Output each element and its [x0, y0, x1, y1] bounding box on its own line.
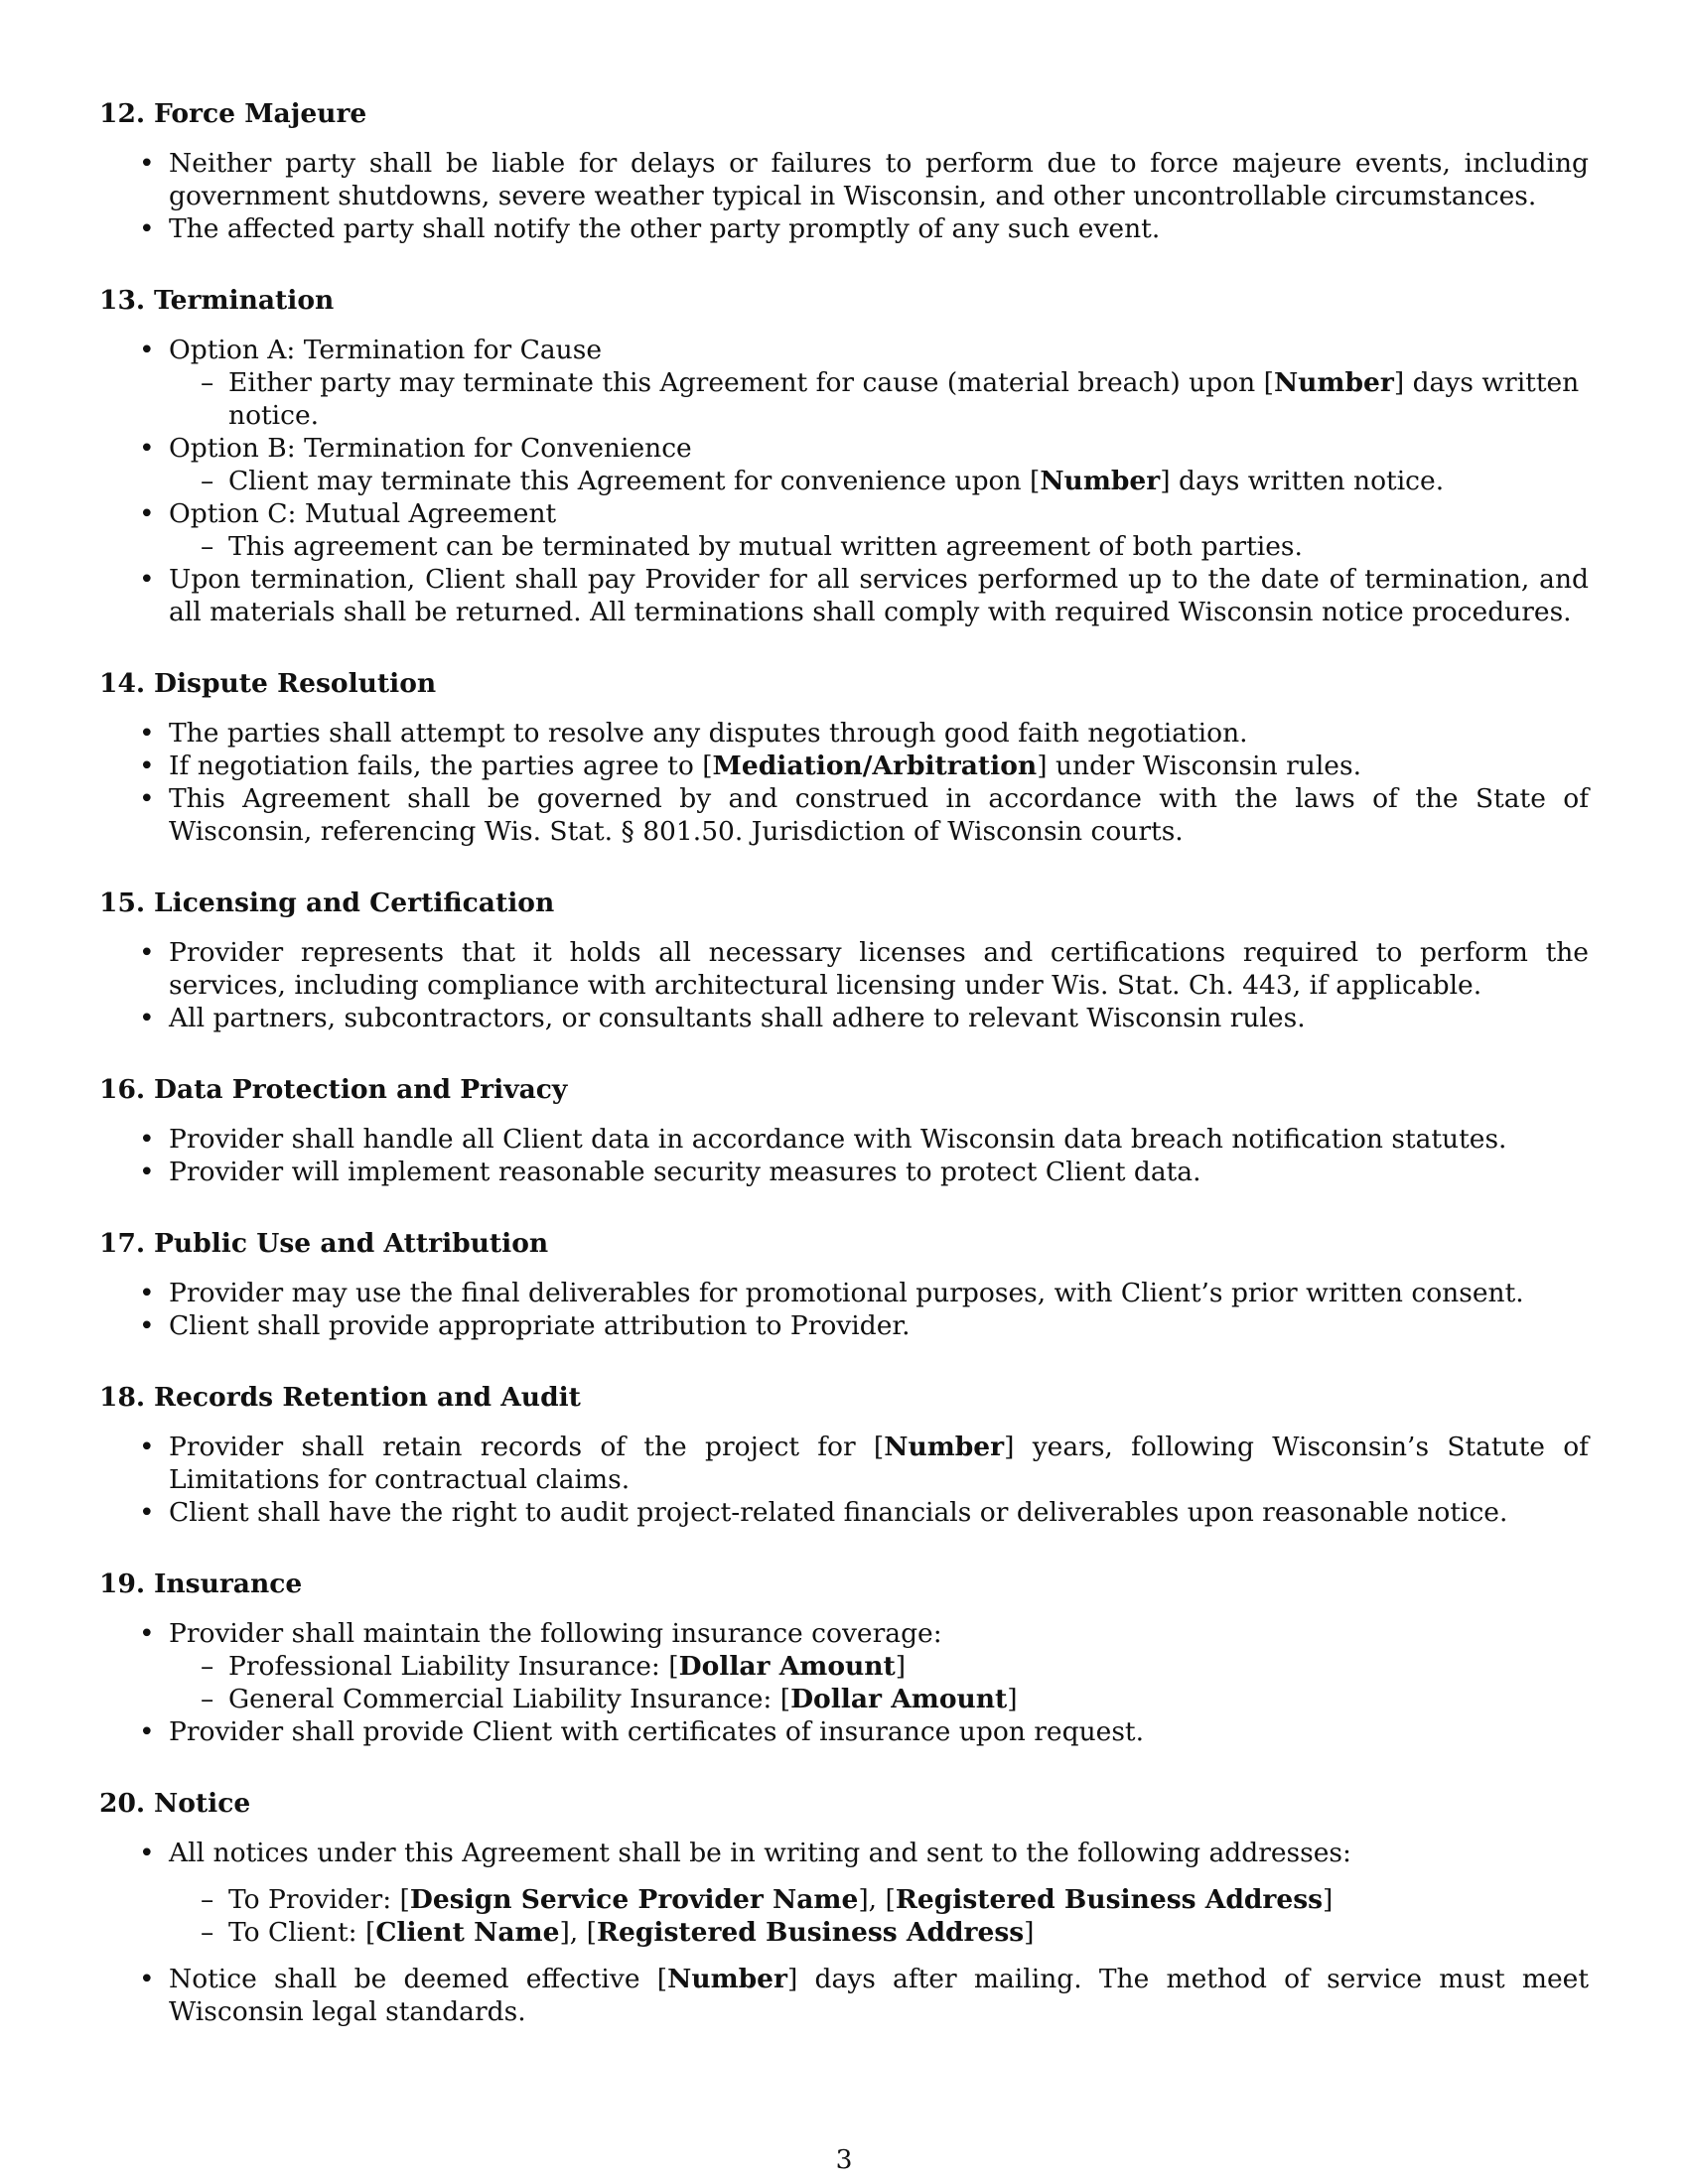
text-run: Provider represents that it holds all necessary licenses and certifications required to perform the services, including compliance with architectural licensing under Wis. Stat. Ch. 443, if applicable. [169, 937, 1589, 1001]
list-item [99, 334, 1589, 432]
text-run: Either party may terminate this Agreement for cause (material breach) upon [ [228, 367, 1274, 398]
list-item [99, 1002, 1589, 1034]
list-item [99, 936, 1589, 1002]
section-18 [99, 1381, 1589, 1529]
section-title: Termination [154, 285, 335, 316]
text-run: Provider shall provide Client with certificates of insurance upon request. [169, 1716, 1145, 1747]
list-item [99, 563, 1589, 628]
bullet-list [99, 334, 1589, 628]
sub-list-item [169, 530, 1589, 563]
bullet-list [99, 147, 1589, 245]
sub-list [169, 465, 1589, 497]
sub-list [169, 1883, 1589, 1949]
text-run: Client shall provide appropriate attribution to Provider. [169, 1310, 911, 1341]
text-run: ], [ [559, 1917, 597, 1948]
section-heading [99, 1073, 1589, 1106]
section-number: 16. [99, 1074, 146, 1105]
list-item [99, 1277, 1589, 1309]
list-item [99, 212, 1589, 245]
placeholder-field: Dollar Amount [790, 1684, 1008, 1714]
text-run: ] [1323, 1884, 1334, 1915]
list-item [99, 1715, 1589, 1748]
placeholder-field: Number [1040, 466, 1161, 496]
section-heading [99, 1568, 1589, 1600]
list-item [99, 717, 1589, 750]
section-13 [99, 284, 1589, 628]
text-run: ] [895, 1651, 907, 1682]
bullet-list [99, 1431, 1589, 1529]
placeholder-field: Client Name [375, 1917, 560, 1948]
section-19 [99, 1568, 1589, 1748]
text-run: Provider will implement reasonable security measures to protect Client data. [169, 1157, 1201, 1187]
bullet-list [99, 1277, 1589, 1342]
text-run: Provider may use the final deliverables for promotional purposes, with Client’s prior written consent. [169, 1278, 1524, 1308]
bullet-list [99, 1837, 1589, 2028]
placeholder-field: Registered Business Address [596, 1917, 1025, 1948]
placeholder-field: Mediation/Arbitration [712, 751, 1038, 781]
sub-list-item [169, 366, 1589, 432]
text-run: Provider shall handle all Client data in accordance with Wisconsin data breach notification statutes. [169, 1124, 1507, 1155]
text-run: To Client: [ [228, 1917, 376, 1948]
section-15 [99, 887, 1589, 1034]
section-title: Data Protection and Privacy [154, 1074, 568, 1105]
text-run: Client may terminate this Agreement for convenience upon [ [228, 466, 1041, 496]
text-run: All partners, subcontractors, or consultants shall adhere to relevant Wisconsin rules. [169, 1003, 1306, 1033]
sub-list-item [169, 465, 1589, 497]
section-16 [99, 1073, 1589, 1188]
sub-list [169, 1650, 1589, 1715]
list-item [99, 1837, 1589, 1949]
sub-list-item [169, 1683, 1589, 1715]
list-item [99, 432, 1589, 497]
placeholder-field: Dollar Amount [678, 1651, 896, 1682]
section-heading [99, 1787, 1589, 1820]
text-run: Provider shall maintain the following insurance coverage: [169, 1618, 942, 1649]
text-run: Option A: Termination for Cause [169, 335, 603, 365]
section-title: Public Use and Attribution [154, 1228, 549, 1259]
bullet-list [99, 1123, 1589, 1188]
text-run: Neither party shall be liable for delays or failures to perform due to force majeure events, including government shutdowns, severe weather typical in Wisconsin, and other uncontrollable circumstances. [169, 148, 1589, 211]
text-run: General Commercial Liability Insurance: [ [228, 1684, 791, 1714]
list-item [99, 1309, 1589, 1342]
list-item [99, 147, 1589, 212]
text-run: Client shall have the right to audit project-related financials or deliverables upon reasonable notice. [169, 1497, 1508, 1528]
section-heading [99, 667, 1589, 700]
section-number: 19. [99, 1569, 146, 1599]
text-run: The affected party shall notify the other party promptly of any such event. [169, 213, 1161, 244]
section-number: 15. [99, 887, 146, 918]
section-14 [99, 667, 1589, 848]
section-number: 17. [99, 1228, 146, 1259]
text-run: Option C: Mutual Agreement [169, 498, 557, 529]
text-run: ], [ [858, 1884, 896, 1915]
text-run: ] days written notice. [1160, 466, 1445, 496]
page-number: 3 [835, 2144, 853, 2175]
placeholder-field: Number [667, 1964, 787, 1994]
text-run: ] days written notice. [228, 367, 1580, 431]
section-title: Notice [154, 1788, 251, 1819]
section-title: Insurance [154, 1569, 303, 1599]
list-item [99, 750, 1589, 782]
list-item [99, 782, 1589, 848]
section-number: 14. [99, 668, 146, 699]
section-20 [99, 1787, 1589, 2028]
section-number: 18. [99, 1382, 146, 1413]
document-body [99, 97, 1589, 2067]
list-item [99, 497, 1589, 563]
text-run: This Agreement shall be governed by and construed in accordance with the laws of the State of Wisconsin, referencing Wis. Stat. § 801.50. Jurisdiction of Wisconsin courts. [169, 783, 1589, 847]
sub-list [169, 530, 1589, 563]
list-item [99, 1123, 1589, 1156]
text-run: All notices under this Agreement shall be in writing and sent to the following addresses: [169, 1838, 1351, 1868]
text-run: Provider shall retain records of the project for [ [169, 1432, 885, 1462]
text-run: To Provider: [ [228, 1884, 410, 1915]
list-item [99, 1496, 1589, 1529]
section-heading [99, 97, 1589, 130]
text-run: ] [1024, 1917, 1035, 1948]
text-run: This agreement can be terminated by mutual written agreement of both parties. [228, 531, 1303, 562]
section-number: 12. [99, 98, 146, 129]
bullet-list [99, 1617, 1589, 1748]
section-number: 20. [99, 1788, 146, 1819]
list-item [99, 1156, 1589, 1188]
section-title: Licensing and Certification [154, 887, 555, 918]
text-run: ] [1007, 1684, 1018, 1714]
sub-list-item [169, 1650, 1589, 1683]
text-run: Professional Liability Insurance: [ [228, 1651, 679, 1682]
section-title: Dispute Resolution [154, 668, 437, 699]
section-title: Records Retention and Audit [154, 1382, 581, 1413]
list-item [99, 1431, 1589, 1496]
text-run: ] under Wisconsin rules. [1037, 751, 1362, 781]
section-12 [99, 97, 1589, 245]
sub-list-item [169, 1916, 1589, 1949]
section-heading [99, 1381, 1589, 1414]
text-run: ] years, following Wisconsin’s Statute of Limitations for contractual claims. [169, 1432, 1589, 1495]
placeholder-field: Registered Business Address [895, 1884, 1324, 1915]
text-run: Notice shall be deemed effective [ [169, 1964, 668, 1994]
sub-list [169, 366, 1589, 432]
list-item [99, 1617, 1589, 1715]
section-17 [99, 1227, 1589, 1342]
placeholder-field: Design Service Provider Name [409, 1884, 859, 1915]
placeholder-field: Number [1273, 367, 1394, 398]
section-heading [99, 1227, 1589, 1260]
text-run: Option B: Termination for Convenience [169, 433, 692, 464]
bullet-list [99, 717, 1589, 848]
sub-list-item [169, 1883, 1589, 1916]
text-run: If negotiation fails, the parties agree to [ [169, 751, 713, 781]
section-title: Force Majeure [154, 98, 367, 129]
bullet-list [99, 936, 1589, 1034]
section-heading [99, 284, 1589, 317]
text-run: Upon termination, Client shall pay Provider for all services performed up to the date of termination, and all materials shall be returned. All terminations shall comply with required Wisconsin notice procedures. [169, 564, 1589, 627]
section-heading [99, 887, 1589, 919]
section-number: 13. [99, 285, 146, 316]
text-run: The parties shall attempt to resolve any disputes through good faith negotiation. [169, 718, 1248, 749]
text-run: ] days after mailing. The method of service must meet Wisconsin legal standards. [169, 1964, 1589, 2027]
list-item [99, 1963, 1589, 2028]
placeholder-field: Number [884, 1432, 1005, 1462]
